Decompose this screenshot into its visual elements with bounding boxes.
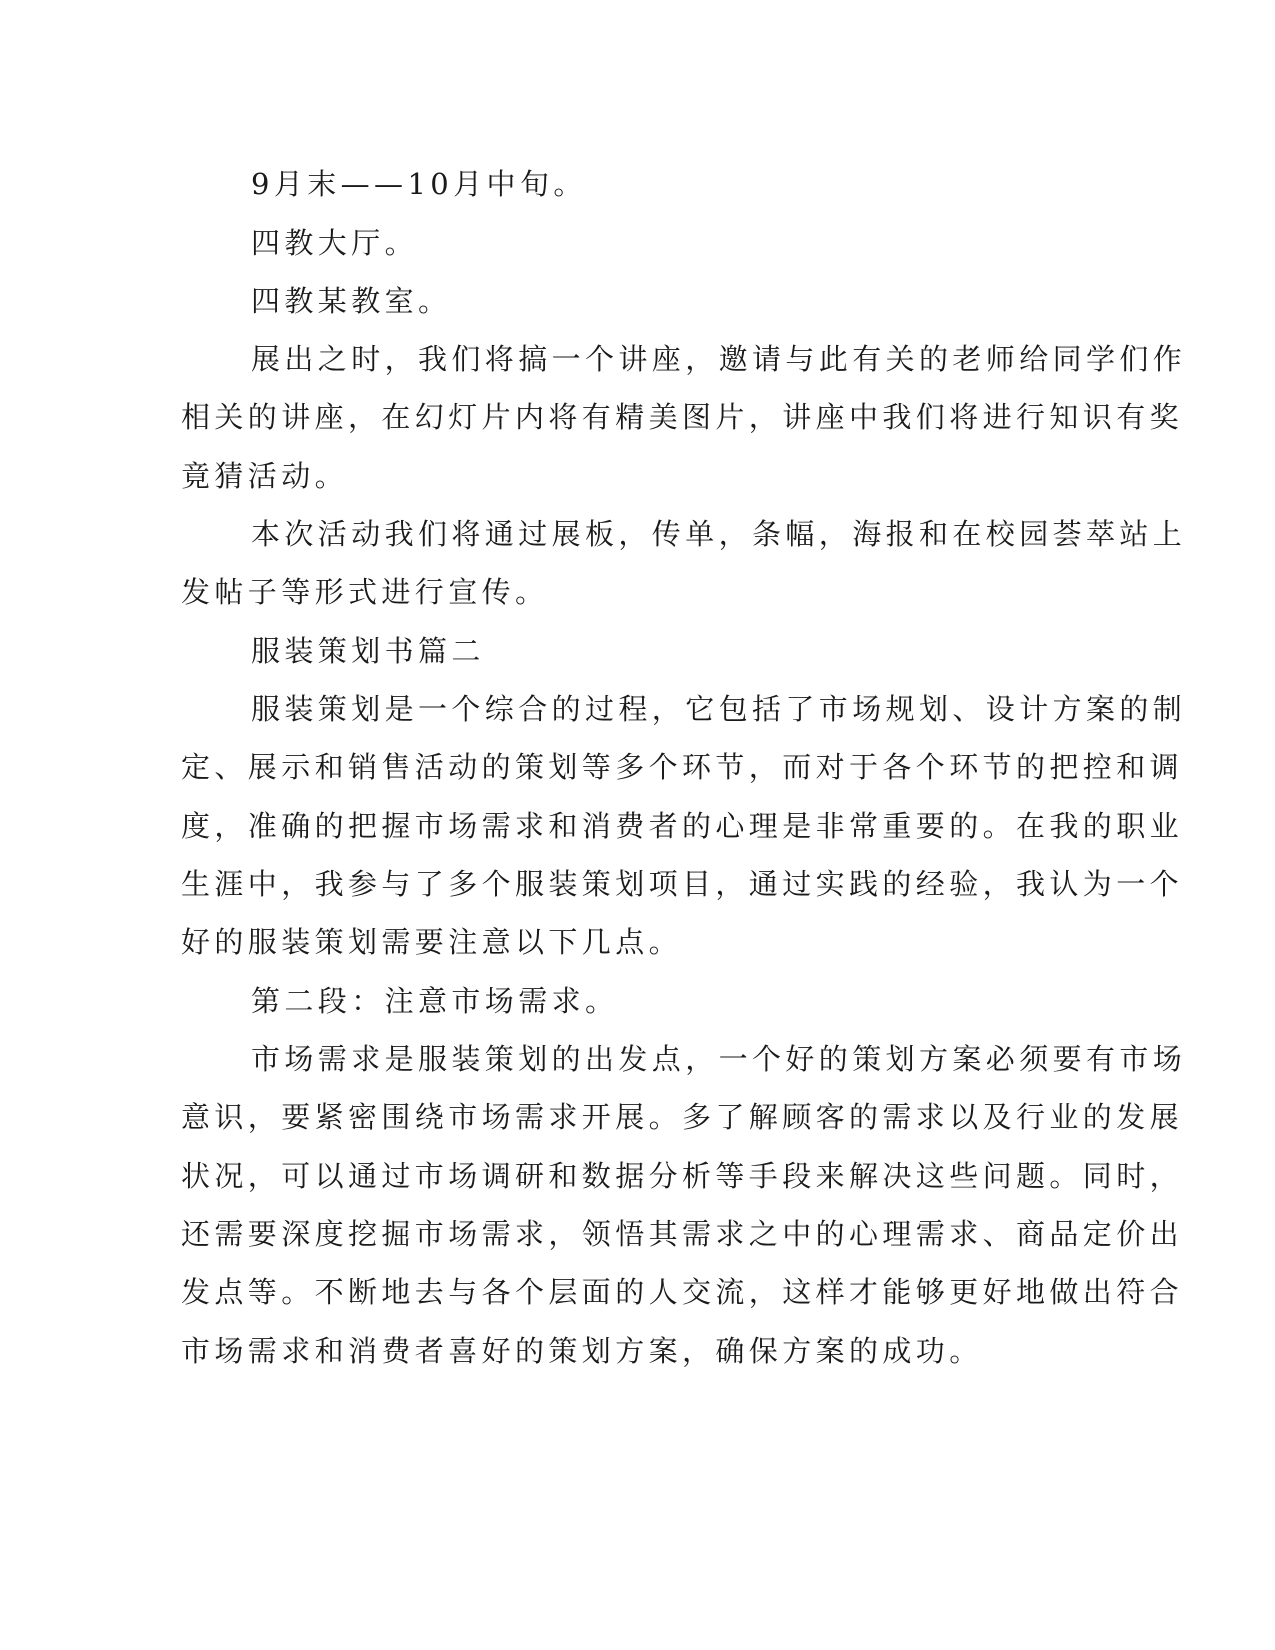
paragraph-line: 竟猜活动。 (181, 459, 349, 493)
paragraph-line: 市场需求和消费者喜好的策划方案，确保方案的成功。 (181, 1334, 983, 1368)
paragraph-line: 状况，可以通过市场调研和数据分析等手段来解决这些问题。同时， (181, 1159, 1184, 1193)
paragraph-line: 度，准确的把握市场需求和消费者的心理是非常重要的。在我的职业 (181, 809, 1184, 843)
paragraph-line: 展出之时，我们将搞一个讲座，邀请与此有关的老师给同学们作 (251, 342, 1187, 376)
paragraph-line: 相关的讲座，在幻灯片内将有精美图片，讲座中我们将进行知识有奖 (181, 400, 1184, 434)
paragraph-line: 服装策划是一个综合的过程，它包括了市场规划、设计方案的制 (251, 692, 1187, 726)
paragraph-line: 发点等。不断地去与各个层面的人交流，这样才能够更好地做出符合 (181, 1275, 1184, 1309)
section-heading: 第二段：注意市场需求。 (251, 984, 619, 1018)
paragraph-line: 生涯中，我参与了多个服装策划项目，通过实践的经验，我认为一个 (181, 867, 1184, 901)
section-heading: 服装策划书篇二 (251, 634, 485, 668)
paragraph-line: 好的服装策划需要注意以下几点。 (181, 925, 683, 959)
paragraph-line: 还需要深度挖掘市场需求，领悟其需求之中的心理需求、商品定价出 (181, 1217, 1184, 1251)
paragraph-line: 市场需求是服装策划的出发点，一个好的策划方案必须要有市场 (251, 1042, 1187, 1076)
paragraph-line: 四教大厅。 (251, 226, 419, 260)
paragraph-line: 9月末——10月中旬。 (251, 167, 587, 201)
paragraph-line: 定、展示和销售活动的策划等多个环节，而对于各个环节的把控和调 (181, 750, 1184, 784)
paragraph-line: 发帖子等形式进行宣传。 (181, 575, 549, 609)
paragraph-line: 意识，要紧密围绕市场需求开展。多了解顾客的需求以及行业的发展 (181, 1100, 1184, 1134)
paragraph-line: 本次活动我们将通过展板，传单，条幅，海报和在校园荟萃站上 (251, 517, 1187, 551)
paragraph-line: 四教某教室。 (251, 284, 452, 318)
